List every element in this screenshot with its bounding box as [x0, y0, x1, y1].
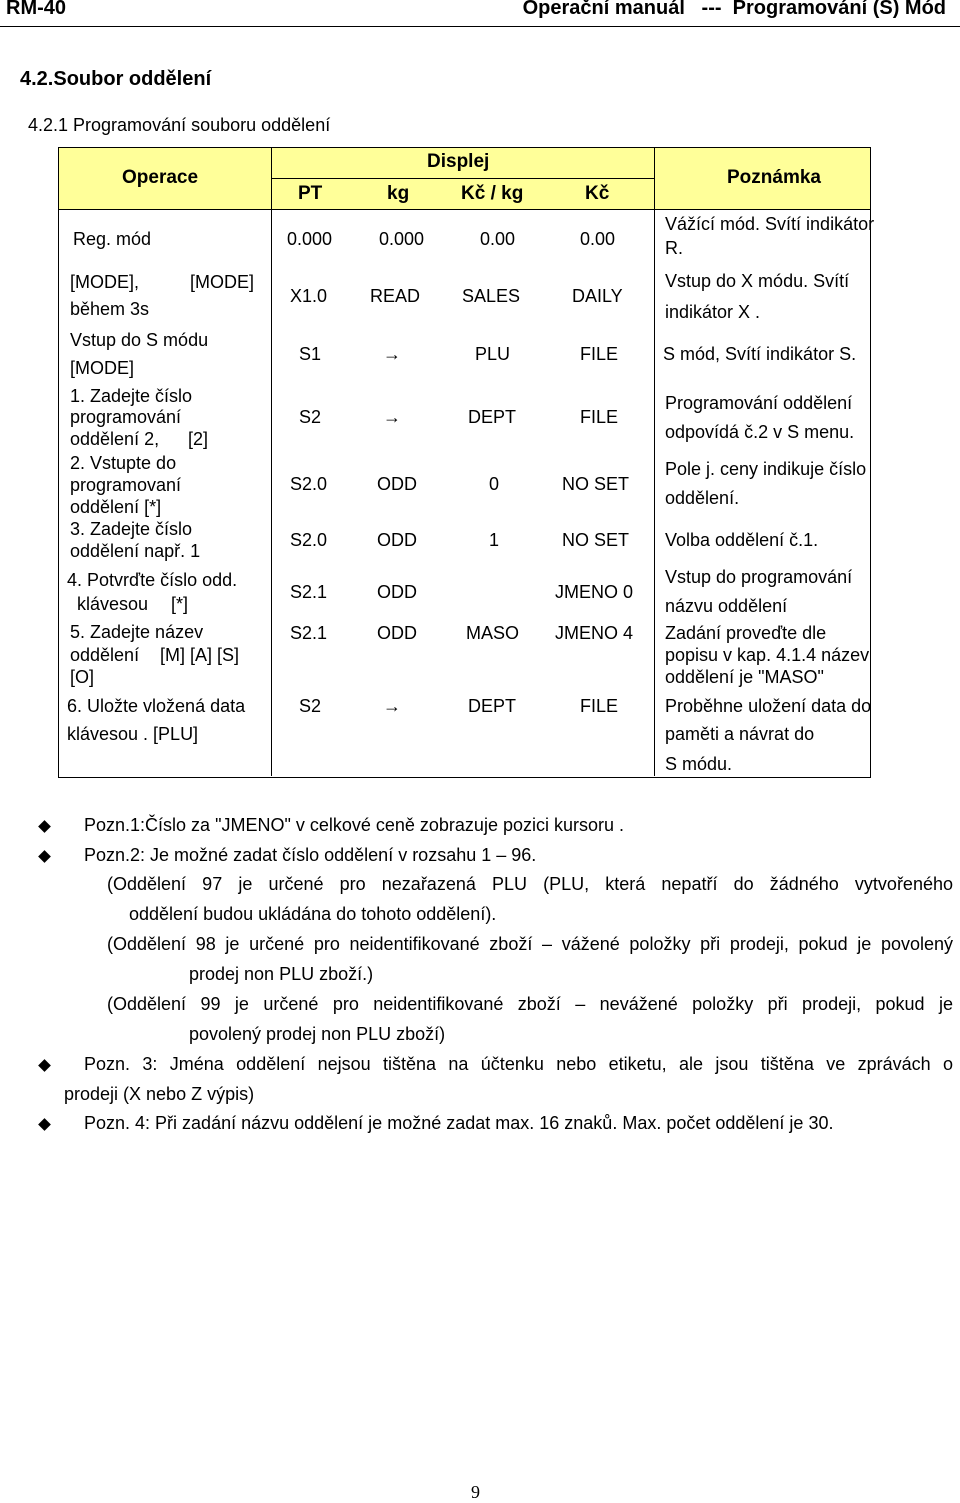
row-6-op-line-2: [*]: [171, 594, 189, 614]
row-3-op-line-0: 1. Zadejte číslo: [70, 386, 193, 406]
row-7-note-line-0: Zadání proveďte dle: [665, 623, 827, 643]
programming-table: [58, 147, 875, 778]
row-6-op-line-0: 4. Potvrďte číslo odd.: [67, 570, 238, 590]
row-8-kc-kg: DEPT: [468, 696, 517, 716]
header-rule: [0, 26, 960, 27]
header-note: Poznámka: [727, 167, 821, 188]
row-7-kg: ODD: [377, 623, 417, 643]
row-7-kc-kg: MASO: [466, 623, 520, 643]
row-1-op-line-2: během 3s: [70, 299, 150, 319]
row-2-note-line-0: S mód, Svítí indikátor S.: [663, 344, 857, 364]
row-1-kc: DAILY: [572, 286, 623, 306]
row-3-op-line-2: oddělení 2,: [70, 429, 160, 449]
row-4-op-line-2: oddělení [*]: [70, 497, 162, 517]
row-6-kg: ODD: [377, 582, 417, 602]
row-7-pt: S2.1: [290, 623, 328, 643]
row-0-note-line-1: R.: [665, 238, 683, 258]
row-2-op-line-1: [MODE]: [70, 358, 135, 378]
col-divider-1: [271, 148, 272, 776]
section-title: 4.2.Soubor oddělení: [20, 68, 212, 90]
row-2-op-line-0: Vstup do S módu: [70, 330, 209, 350]
note-2-dept99-line-1: (Oddělení 99 je určené pro neidentifikované zboží – nevážené položky při prodeji, pokud je: [107, 994, 953, 1014]
row-5-kg: ODD: [377, 530, 417, 550]
row-4-op-line-0: 2. Vstupte do: [70, 453, 177, 473]
row-7-op-line-2: [M] [A] [S]: [160, 645, 240, 665]
row-0-op-line-0: Reg. mód: [73, 229, 152, 249]
row-0-pt: 0.000: [287, 229, 333, 249]
bullet-diamond-icon: [38, 1059, 51, 1072]
row-5-kc-kg: 1: [489, 530, 500, 550]
row-4-pt: S2.0: [290, 474, 328, 494]
row-0-kg: 0.000: [379, 229, 425, 249]
row-8-op-line-0: 6. Uložte vložená data: [67, 696, 246, 716]
row-0-note-line-0: Vážící mód. Svítí indikátor: [665, 214, 875, 234]
row-3-arrow: →: [383, 407, 401, 427]
row-5-note-line-0: Volba oddělení č.1.: [665, 530, 819, 550]
row-4-kg: ODD: [377, 474, 417, 494]
bullet-diamond-icon: [38, 1118, 51, 1131]
row-6-pt: S2.1: [290, 582, 328, 602]
row-7-op-line-0: 5. Zadejte název: [70, 622, 204, 642]
note-3-line-2: prodeji (X nebo Z výpis): [64, 1084, 255, 1104]
header-bottom-rule: [59, 209, 870, 210]
row-3-note-line-1: odpovídá č.2 v S menu.: [665, 422, 855, 442]
row-8-note-line-2: S módu.: [665, 754, 733, 774]
display-header-divider: [272, 178, 654, 179]
note-2: Pozn.2: Je možné zadat číslo oddělení v rozsahu 1 – 96.: [84, 845, 537, 865]
header-operation: Operace: [122, 167, 199, 188]
row-6-op-line-1: klávesou: [77, 594, 149, 614]
note-2-dept97-line-1: (Oddělení 97 je určené pro nezařazená PLU (PLU, která nepatří do žádného vytvořeného: [107, 874, 953, 894]
row-4-kc-kg: 0: [489, 474, 500, 494]
page-number: 9: [471, 1482, 480, 1502]
note-3-line-1: Pozn. 3: Jména oddělení nejsou tištěna na účtenku nebo etiketu, ale jsou tištěna ve zprávách o: [84, 1054, 953, 1074]
row-1-op-line-0: [MODE],: [70, 272, 140, 292]
row-8-kc: FILE: [580, 696, 619, 716]
row-1-kc-kg: SALES: [462, 286, 521, 306]
subsection-title: 4.2.1 Programování souboru oddělení: [28, 115, 331, 135]
col-divider-2: [654, 148, 655, 776]
row-4-note-line-0: Pole j. ceny indikuje číslo: [665, 459, 867, 479]
row-4-kc: NO SET: [562, 474, 630, 494]
header-kc-kg: Kč / kg: [461, 183, 524, 204]
row-3-kc: FILE: [580, 407, 619, 427]
header-kg: kg: [387, 183, 410, 204]
header-kc: Kč: [585, 183, 610, 204]
row-2-pt: S1: [299, 344, 322, 364]
row-0-kc: 0.00: [580, 229, 616, 249]
note-1: Pozn.1:Číslo za "JMENO" v celkové ceně zobrazuje pozici kursoru .: [84, 815, 624, 835]
row-3-op-line-1: programování: [70, 407, 182, 427]
row-3-pt: S2: [299, 407, 322, 427]
document-model: RM-40: [6, 0, 67, 19]
row-8-note-line-1: paměti a návrat do: [665, 724, 815, 744]
row-8-arrow: →: [383, 696, 401, 716]
row-7-note-line-1: popisu v kap. 4.1.4 název: [665, 645, 870, 665]
row-8-note-line-0: Proběhne uložení data do: [665, 696, 872, 716]
row-1-note-line-0: Vstup do X módu. Svítí: [665, 271, 850, 291]
row-1-kg: READ: [370, 286, 421, 306]
note-2-dept99-line-2: povolený prodej non PLU zboží): [189, 1024, 446, 1044]
bullet-diamond-icon: [38, 850, 51, 863]
row-5-op-line-0: 3. Zadejte číslo: [70, 519, 193, 539]
row-2-kc-kg: PLU: [475, 344, 511, 364]
header-pt: PT: [298, 183, 323, 204]
document-header-title: Operační manuál --- Programování (S) Mód: [522, 0, 946, 19]
note-2-dept98-line-2: prodej non PLU zboží.): [189, 964, 374, 984]
row-1-op-line-1: [MODE]: [190, 272, 255, 292]
row-2-kc: FILE: [580, 344, 619, 364]
row-1-pt: X1.0: [290, 286, 328, 306]
row-6-note-line-0: Vstup do programování: [665, 567, 853, 587]
row-7-op-line-3: [O]: [70, 667, 95, 687]
row-7-kc: JMENO 4: [555, 623, 634, 643]
row-3-op-line-3: [2]: [188, 429, 209, 449]
bullet-diamond-icon: [38, 820, 51, 833]
row-5-op-line-1: oddělení např. 1: [70, 541, 201, 561]
note-2-dept98-line-1: (Oddělení 98 je určené pro neidentifikované zboží – vážené položky při prodeji, pokud je povolený: [107, 934, 953, 954]
row-8-op-line-1: klávesou . [PLU]: [67, 724, 199, 744]
header-display: Displej: [427, 151, 490, 172]
row-8-pt: S2: [299, 696, 322, 716]
note-2-dept97-line-2: oddělení budou ukládána do tohoto oddělení).: [129, 904, 497, 924]
row-6-kc: JMENO 0: [555, 582, 634, 602]
row-3-kc-kg: DEPT: [468, 407, 517, 427]
row-0-kc-kg: 0.00: [480, 229, 516, 249]
row-7-note-line-2: oddělení je "MASO": [665, 667, 824, 687]
row-1-note-line-1: indikátor X .: [665, 302, 761, 322]
row-5-kc: NO SET: [562, 530, 630, 550]
row-2-arrow: →: [383, 344, 401, 364]
row-4-op-line-1: programovaní: [70, 475, 182, 495]
row-7-op-line-1: oddělení: [70, 645, 140, 665]
row-3-note-line-0: Programování oddělení: [665, 393, 853, 413]
row-4-note-line-1: oddělení.: [665, 488, 740, 508]
row-5-pt: S2.0: [290, 530, 328, 550]
row-6-note-line-1: názvu oddělení: [665, 596, 788, 616]
note-4: Pozn. 4: Při zadání názvu oddělení je možné zadat max. 16 znaků. Max. počet oddělení je 30.: [84, 1113, 834, 1133]
